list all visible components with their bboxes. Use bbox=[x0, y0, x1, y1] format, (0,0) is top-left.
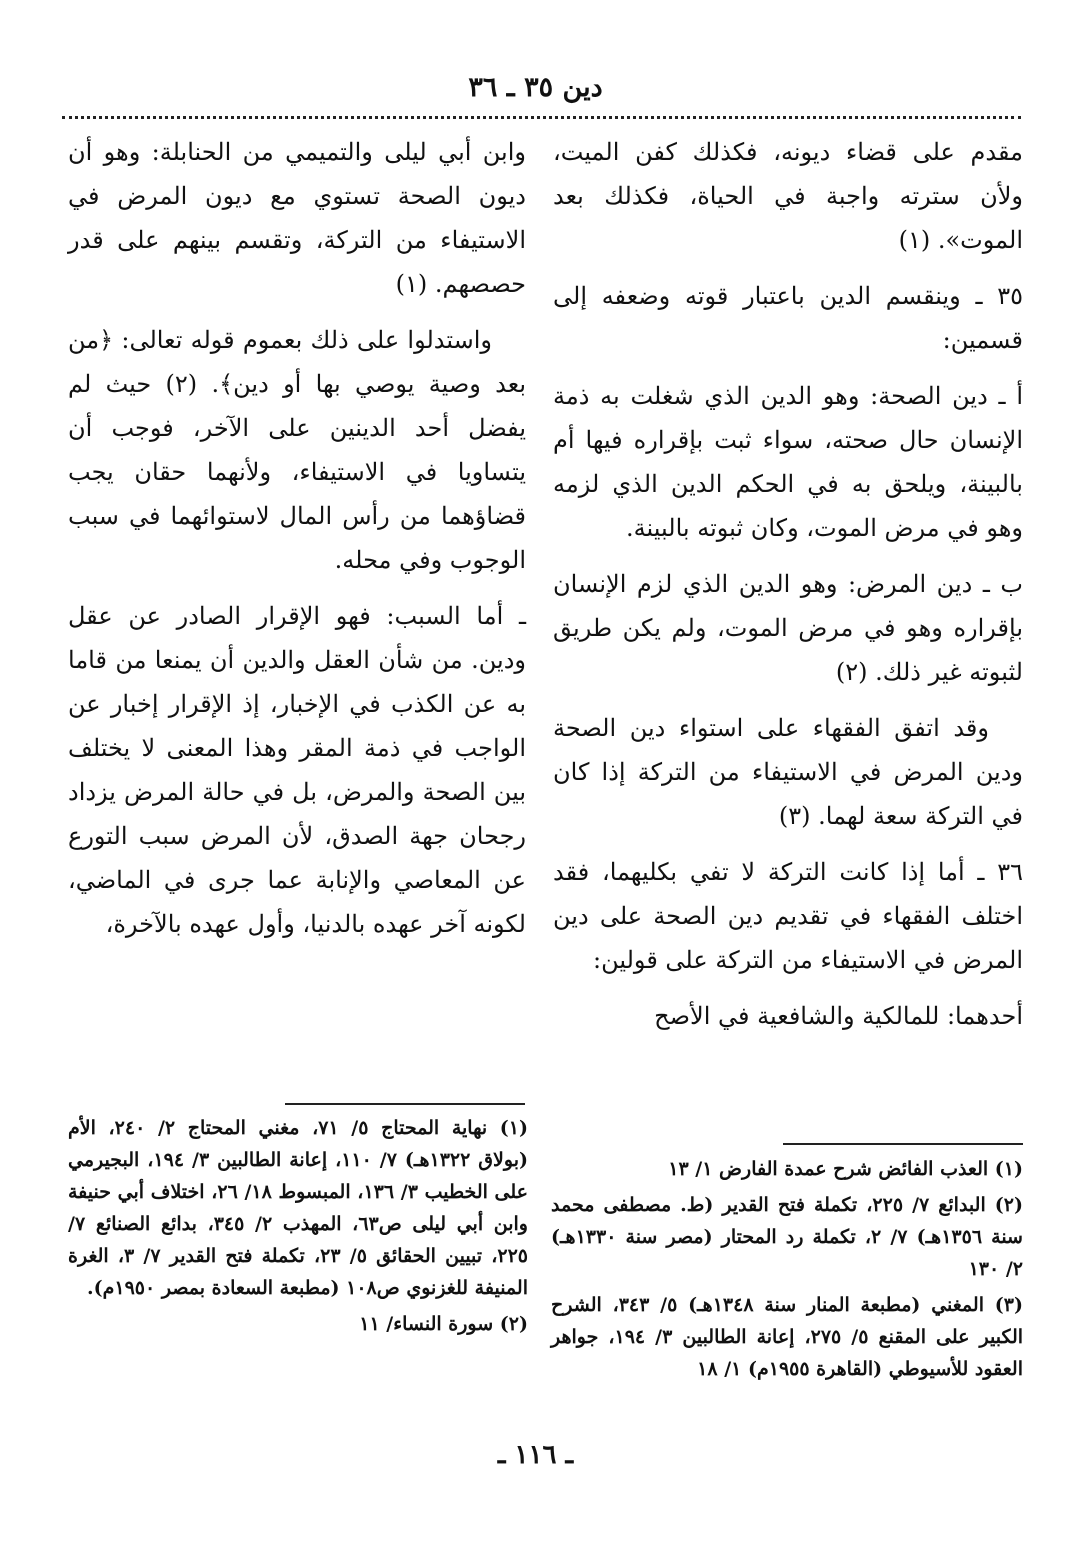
left-column bbox=[68, 130, 526, 958]
page-header: دين ٣٥ ـ ٣٦ bbox=[468, 72, 603, 103]
footnote: (١) العذب الفائض شرح عمدة الفارض ١/ ١٣ bbox=[668, 1158, 1023, 1180]
footnote: (٢) البدائع ٧/ ٢٢٥، تكملة فتح القدير (ط. مصطفى محمد سنة ١٣٥٦هـ) ٧/ ٢، تكملة رد المحتار (مصر سنة ١٣٣٠هـ) ٢/ ١٣٠ bbox=[551, 1194, 1023, 1280]
paragraph: وقد اتفق الفقهاء على استواء دين الصحة ودين المرض في الاستيفاء من التركة إذا كان في التركة سعة لهما. (٣) bbox=[553, 714, 1023, 830]
right-column bbox=[553, 130, 1023, 1050]
footnote: (٢) سورة النساء/ ١١ bbox=[359, 1313, 528, 1335]
header-dotted-divider bbox=[62, 116, 1021, 119]
paragraph: وابن أبي ليلى والتميمي من الحنابلة: وهو أن ديون الصحة تستوي مع ديون المرض في الاستيفاء من التركة، وتقسم بينهم على قدر حصصهم. (١) bbox=[68, 138, 526, 298]
footnote-separator bbox=[783, 1143, 1023, 1145]
footnote-separator bbox=[285, 1103, 525, 1105]
paragraph: ب ـ دين المرض: وهو الدين الذي لزم الإنسان بإقراره وهو في مرض الموت، ولم يكن طريق لثبوته غير ذلك. (٢) bbox=[553, 570, 1023, 686]
footnotes-left bbox=[68, 1112, 528, 1344]
page-number: ـ ١١٦ ـ bbox=[497, 1440, 574, 1470]
paragraph-section-36: ٣٦ ـ أما إذا كانت التركة لا تفي بكليهما، فقد اختلف الفقهاء في تقديم دين الصحة على دين المرض في الاستيفاء من التركة على قولين: bbox=[553, 858, 1023, 974]
paragraph: ـ أما السبب: فهو الإقرار الصادر عن عقل ودين. من شأن العقل والدين أن يمنعا من قاما به عن الكذب في الإخبار، إذ الإقرار إخبار عن الواجب في ذمة المقر وهذا المعنى لا يختلف بين الصحة والمرض، بل في حالة المرض يزداد رجحان جهة الصدق، لأن المرض سبب التورع عن المعاصي والإنابة عما جرى في الماضي، لكونه آخر عهده بالدنيا، وأول عهده بالآخرة، bbox=[68, 602, 526, 938]
paragraph: مقدم على قضاء ديونه، فكذلك كفن الميت، ولأن سترته واجبة في الحياة، فكذلك بعد الموت». (١) bbox=[553, 138, 1023, 254]
footnotes-right bbox=[551, 1153, 1023, 1389]
footnote: (٣) المغني (مطبعة المنار سنة ١٣٤٨هـ) ٥/ ٣٤٣، الشرح الكبير على المقنع ٥/ ٢٧٥، إعانة الطالبين ٣/ ١٩٤، جواهر العقود للأسيوطي (القاهرة ١٩٥٥م) ١/ ١٨ bbox=[551, 1294, 1024, 1380]
footnote: (١) نهاية المحتاج ٥/ ٧١، مغني المحتاج ٢/ ٢٤٠، الأم (بولاق ١٣٢٢هـ) ٧/ ١١٠، إعانة الطالبين ٣/ ١٩٤، البجيرمي على الخطيب ٣/ ١٣٦، المبسوط ١٨/ ٢٦، اختلاف أبي حنيفة وابن أبي ليلى ص٦٣، المهذب ٢/ ٣٤٥، بدائع الصنائع ٧/ ٢٢٥، تبيين الحقائق ٥/ ٢٣، تكملة فتح القدير ٧/ ٣، الغرة المنيفة للغزنوي ص١٠٨ (مطبعة السعادة بمصر ١٩٥٠م). bbox=[68, 1117, 529, 1299]
paragraph: أ ـ دين الصحة: وهو الدين الذي شغلت به ذمة الإنسان حال صحته، سواء ثبت بإقراره فيها أم بالبينة، ويلحق به في الحكم الدين الذي لزمه وهو في مرض الموت، وكان ثبوته بالبينة. bbox=[553, 382, 1023, 542]
paragraph: واستدلوا على ذلك بعموم قوله تعالى: ﴿من بعد وصية يوصي بها أو دين﴾. (٢) حيث لم يفضل أحد الدينين على الآخر، فوجب أن يتساويا في الاستيفاء، ولأنهما حقان يجب قضاؤهما من رأس المال لاستوائهما في سبب الوجوب وفي محله. bbox=[68, 326, 526, 574]
paragraph: أحدهما: للمالكية والشافعية في الأصح bbox=[654, 1002, 1023, 1030]
paragraph-section-35: ٣٥ ـ وينقسم الدين باعتبار قوته وضعفه إلى قسمين: bbox=[553, 282, 1023, 354]
